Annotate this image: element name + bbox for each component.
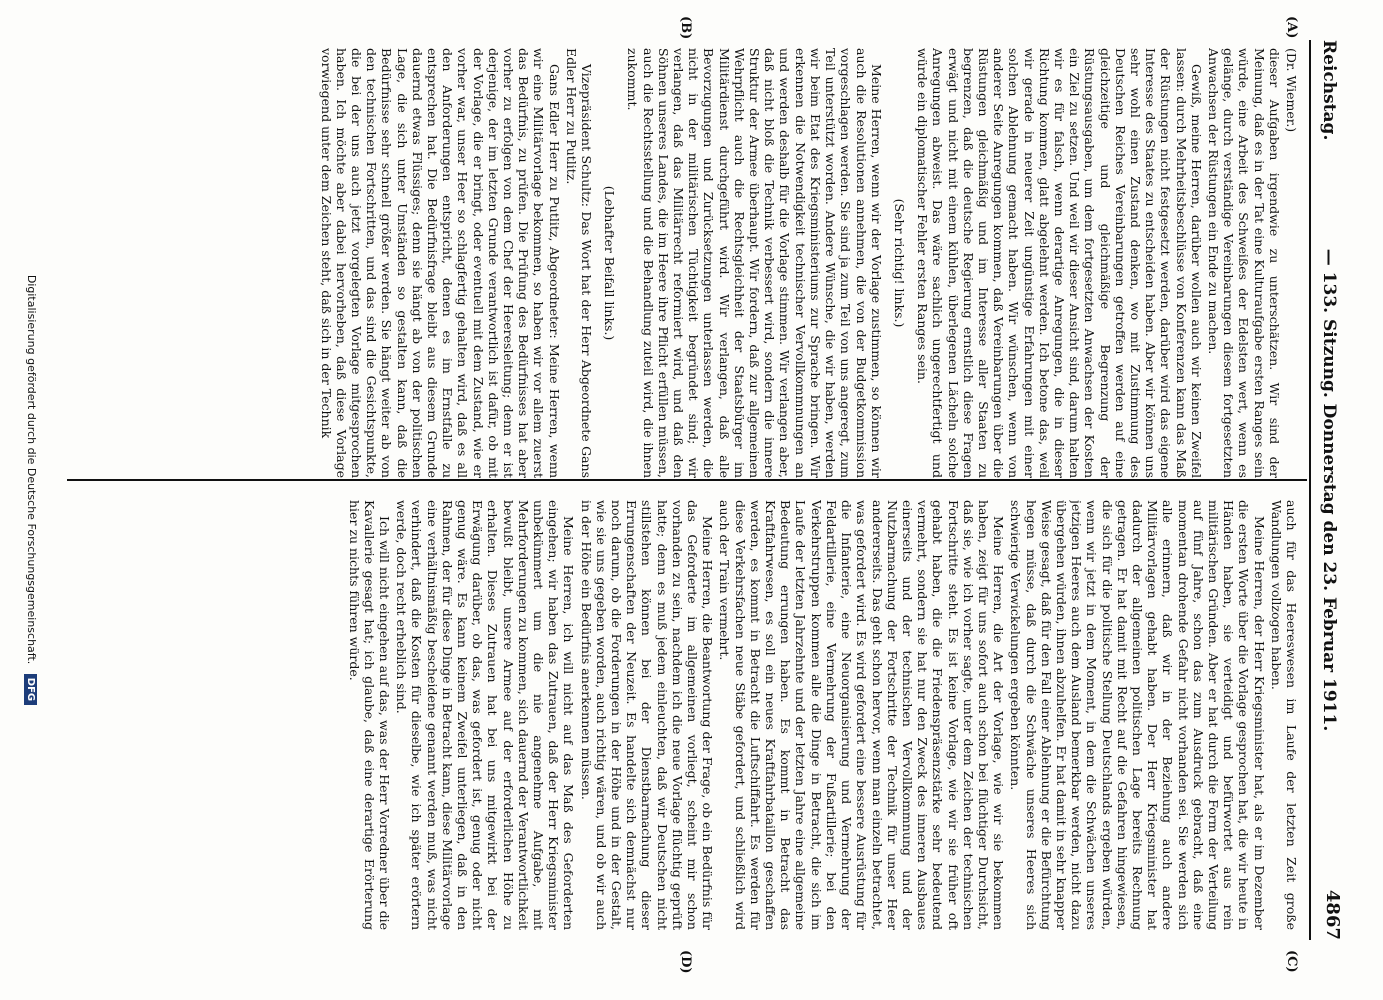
margin-mark-b: (B) [678, 16, 693, 40]
margin-mark-d: (D) [678, 950, 693, 974]
interjection: (Lebhafter Beifall links.) [602, 185, 618, 341]
page-number: 4867 [1322, 889, 1343, 940]
paragraph: Meine Herren, die Beantwortung der Frage, ob ein Bedürfnis für das Geforderte im allgemeinen vorliegt, scheint mir schon vorhanden zu sein, nachdem ich die neue Vorlage flüchtig geprüft hatte; denn es muß jedem einleuchten, daß wir Deutschen nicht stillstehen können bei der Dienstbarmachung dieser Errungenschaften der Neuzeit. Es handelte sich demnächst nur noch darum, ob die Forderungen in der Höhe und in der Gestalt, wie sie uns gegeben worden, auch richtig wären, und ob wir auch in der Höhe ein Bedürfnis anerkennen müssen. [578, 500, 716, 930]
paragraph: auch für das Heereswesen im Laufe der letzten Zeit große Wandlungen vollzogen haben. [1268, 500, 1299, 930]
header-left: Reichstag. [1319, 40, 1339, 141]
paragraph: Ich will nicht eingehen auf das, was der Herr Vorredner über die Kavallerie gesagt hat; ich glaube, daß eine derartige Erörterung hier zu nichts führen würde. [346, 500, 393, 930]
right-column [69, 500, 1299, 930]
interjection: (Sehr richtig! links.) [891, 198, 907, 328]
margin-mark-a: (A) [1284, 16, 1299, 39]
paragraph: Meine Herren, wenn wir der Vorlage zustimmen, so können wir auch die Resolutionen annehmen, die von der Budgetkommission vorgeschlagen werden. Sie sind ja zum Teil von uns angeregt, zum Teil unterstützt worden. Andere Wünsche, die wir haben, werden wir beim Etat des Kriegsministeriums zur Sprache bringen. Wir erkennen die Notwendigkeit technischer Vervollkommnungen an und werden deshalb für die Vorlage stimmen. Wir verlangen aber, daß nicht bloß die Technik verbessert wird, sondern die innere Struktur der Armee überhaupt. Wir fordern, daß zur allgemeinen Wehrpflicht auch die Rechtsgleichheit der Staatsbürger im Militärdienst durchgeführt wird. Wir verlangen, daß alle Bevorzugungen und Zurücksetzungen unterlassen werden, die nicht in der militärischen Tüchtigkeit begründet sind; wir verlangen, daß das Militärrecht reformiert wird, und daß den Söhnen unseres Landes, die im Heere ihre Pflicht erfüllen müssen, auch die Rechtsstellung und die Behandlung zuteil wird, die ihnen zukommt. [625, 48, 884, 478]
header-rule [1309, 40, 1311, 940]
credit-text: Digitalisierung gefördert durch die Deutsche Forschungsgemeinschaft. [25, 274, 38, 665]
paragraph: Meine Herren, ich will nicht auf das Maß des Geforderten eingehen; wir haben das Zutrauen, daß der Herr Kriegsminister unbekümmert um die nie angenehme Aufgabe, mit Mehrforderungen zu kommen, sich dauernd der Verantwortlichkeit bewußt bleibt, unsere Armee auf der erforderlichen Höhe zu erhalten. Dieses Zutrauen hat bei uns mitgewirkt bei der Erwägung darüber, ob das, was gefordert ist, genug oder nicht genug wäre. Es kann keinem Zweifel unterliegen, daß in den Rahmen, der für diese Dinge in Betracht kann, diese Militärvorlage eine verhältnismäßig bescheidene genannt werden muß, was nicht verhindert, daß die Kosten für dieselbe, wie ich später erörtern werde, doch recht erheblich sind. [394, 500, 577, 930]
paragraph: Gans Edler Herr zu Putlitz, Abgeordneter: Meine Herren, wenn wir eine Militärvorlage bekommen, so haben wir vor allem zuerst das Bedürfnis, zu prüfen. Die Prüfung des Bedürfnisses hat aber vorher zu erfolgen von dem Chef der Heeresleitung; denn er ist derjenige, der im letzten Grunde verantwortlich ist dafür, ob mit der Vorlage, die er bringt, oder eventuell mit dem Zustand, wie er vorher war, unser Heer so schlagfertig gehalten wird, daß es all den Anforderungen entspricht, denen es im Ernstfalle zu entsprechen hat. Die Bedürfnisfrage bleibt aus diesem Grunde dauernd etwas Flüssiges; denn sie hängt ab von der politischen Lage, die sich unter Umständen so gestalten kann, daß die Bedürfnisse sehr schnell größer werden. Sie hängt weiter ab von den technischen Fortschritten, und das sind die Gesichtspunkte, die bei der uns auch jetzt vorgelegten Vorlage mitgesprochen haben. Ich möchte aber dabei hervorheben, daß diese Vorlage vorwiegend unter dem Zeichen steht, daß sich in der Technik [318, 48, 562, 478]
paragraph: Meine Herren, der Herr Kriegsminister hat, als er im Dezember die ersten Worte über die Vorlage gesprochen hat, die wir heute in Händen haben, sie verteidigt und befürwortet aus rein militärischen Gründen. Aber er hat durch die Form der Verteilung auf fünf Jahre, schon das zum Ausdruck gebracht, daß eine momentan drohende Gefahr nicht vorhanden sei. Sie werden sich alle erinnern, daß wir in der Beziehung auch andere Militärvorlagen gehabt haben. Der Herr Kriegsminister hat dadurch der allgemeinen politischen Lage bereits Rechnung getragen. Er hat damit mit Recht auf die Gefahren hingewiesen, die sich für die politische Stellung Deutschlands ergeben würden, wenn wir jetzt in dem Moment, in dem die Schwächen unseres jetzigen Heeres auch dem Ausland bemerkbar werden, nicht dazu übergehen würden, ihnen abzuhelfen. Er hat damit in sehr knapper Weise gesagt, daß für den Fall einer Ablehnung er die Befürchtung hegen müsse, daß durch die Schwäche unseres Heeres sich schwierige Verwickelungen ergeben könnten. [1008, 500, 1267, 930]
dfg-logo: DFG [24, 674, 37, 705]
speaker-reference: (Dr. Wiemer.) [1284, 48, 1299, 133]
margin-mark-c: (C) [1284, 950, 1299, 973]
paragraph: Gewiß, meine Herren, darüber wollen auch wir keinen Zweifel lassen: durch Mehrheitsbeschlüsse von Konferenzen kann das Maß der Rüstungen nicht festgesetzt werden, darüber wird das eigene Interesse des Staates zu entscheiden haben. Aber wir können uns sehr wohl einen Zustand denken, wo mit Zustimmung des Deutschen Reiches Vereinbarungen getroffen werden auf eine gleichzeitige und gleichmäßige Begrenzung der Rüstungsausgaben, um dem fortgesetzten Anwachsen der Kosten ein Ziel zu setzen. Und weil wir dieser Ansicht sind, darum halten wir es für falsch, wenn derartige Anregungen, die in dieser Richtung kommen, glatt abgelehnt werden. Ich betone das, weil wir gerade in neuerer Zeit ungünstige Erfahrungen mit einer solchen Ablehnung gemacht haben. Wir wünschen, wenn von anderer Seite Anregungen kommen, daß Vereinbarungen über die Rüstungen gleichmäßig und im Interesse aller Staaten zu begrenzen, daß die deutsche Regierung ernstlich diese Fragen erwägt und nicht mit einem kühlen, überlegenen Lächeln solche Anregungen abweist. Das wäre sachlich ungerechtfertigt und würde ein diplomatischer Fehler ersten Ranges sein. [915, 48, 1204, 478]
paragraph: dieser Aufgaben irgendwie zu unterschätzen. Wir sind der Meinung, daß es in der Tat eine Kulturaufgabe ersten Ranges sein würde, eine Arbeit des Schweißes der Edelsten wert, wenn es gelänge, durch verständige Vereinbarungen diesem fortgesetzten Anwachsen der Rüstungen ein Ende zu machen. [1205, 48, 1282, 478]
digitization-credit [18, 40, 38, 940]
page-header [1313, 40, 1343, 940]
paragraph: Meine Herren, die Art der Vorlage, wie wir sie bekommen haben, zeigt für uns sofort auch schon bei flüchtiger Durchsicht, daß sie, wie ich vorher sagte, unter dem Zeichen der technischen Fortschritte steht. Es ist keine Vorlage, wie wir sie früher oft gehabt haben, die die Friedenspräsenzstärke sehr bedeutend vermehrt, sondern sie hat nur den Zweck des inneren Ausbaues einerseits und der technischen Vervollkommnung und der Nutzbarmachung der Fortschritte der Technik für unser Heer andererseits. Das geht schon hervor, wenn man einzeln betrachtet, was gefordert wird. Es wird gefordert eine bessere Ausrüstung für die Infanterie, eine Neuorganisierung und Vermehrung der Feldartillerie, eine Vermehrung der Fußartillerie; bei den Verkehrstruppen kommen alle die Dinge in Betracht, die sich im Laufe der letzten Jahrzehnte und der letzten Jahre eine allgemeine Bedeutung errungen haben. Es kommt in Betracht das Kraftfahrwesen, es soll ein neues Kraftfahrbataillon geschaffen werden, es kommt in Betracht die Luftschiffahrt. Es werden für diese Verkehrsfachen neue Stäbe gefordert, und schließlich wird auch der Train vermehrt. [717, 500, 1007, 930]
column-divider [67, 479, 1307, 481]
header-center: — 133. Sitzung. Donnerstag den 23. Februar 1911. [1319, 248, 1339, 732]
paragraph: Vizepräsident Schultz: Das Wort hat der Herr Abgeordnete Gans Edler Herr zu Putlitz. [563, 48, 595, 478]
left-column [69, 48, 1299, 478]
